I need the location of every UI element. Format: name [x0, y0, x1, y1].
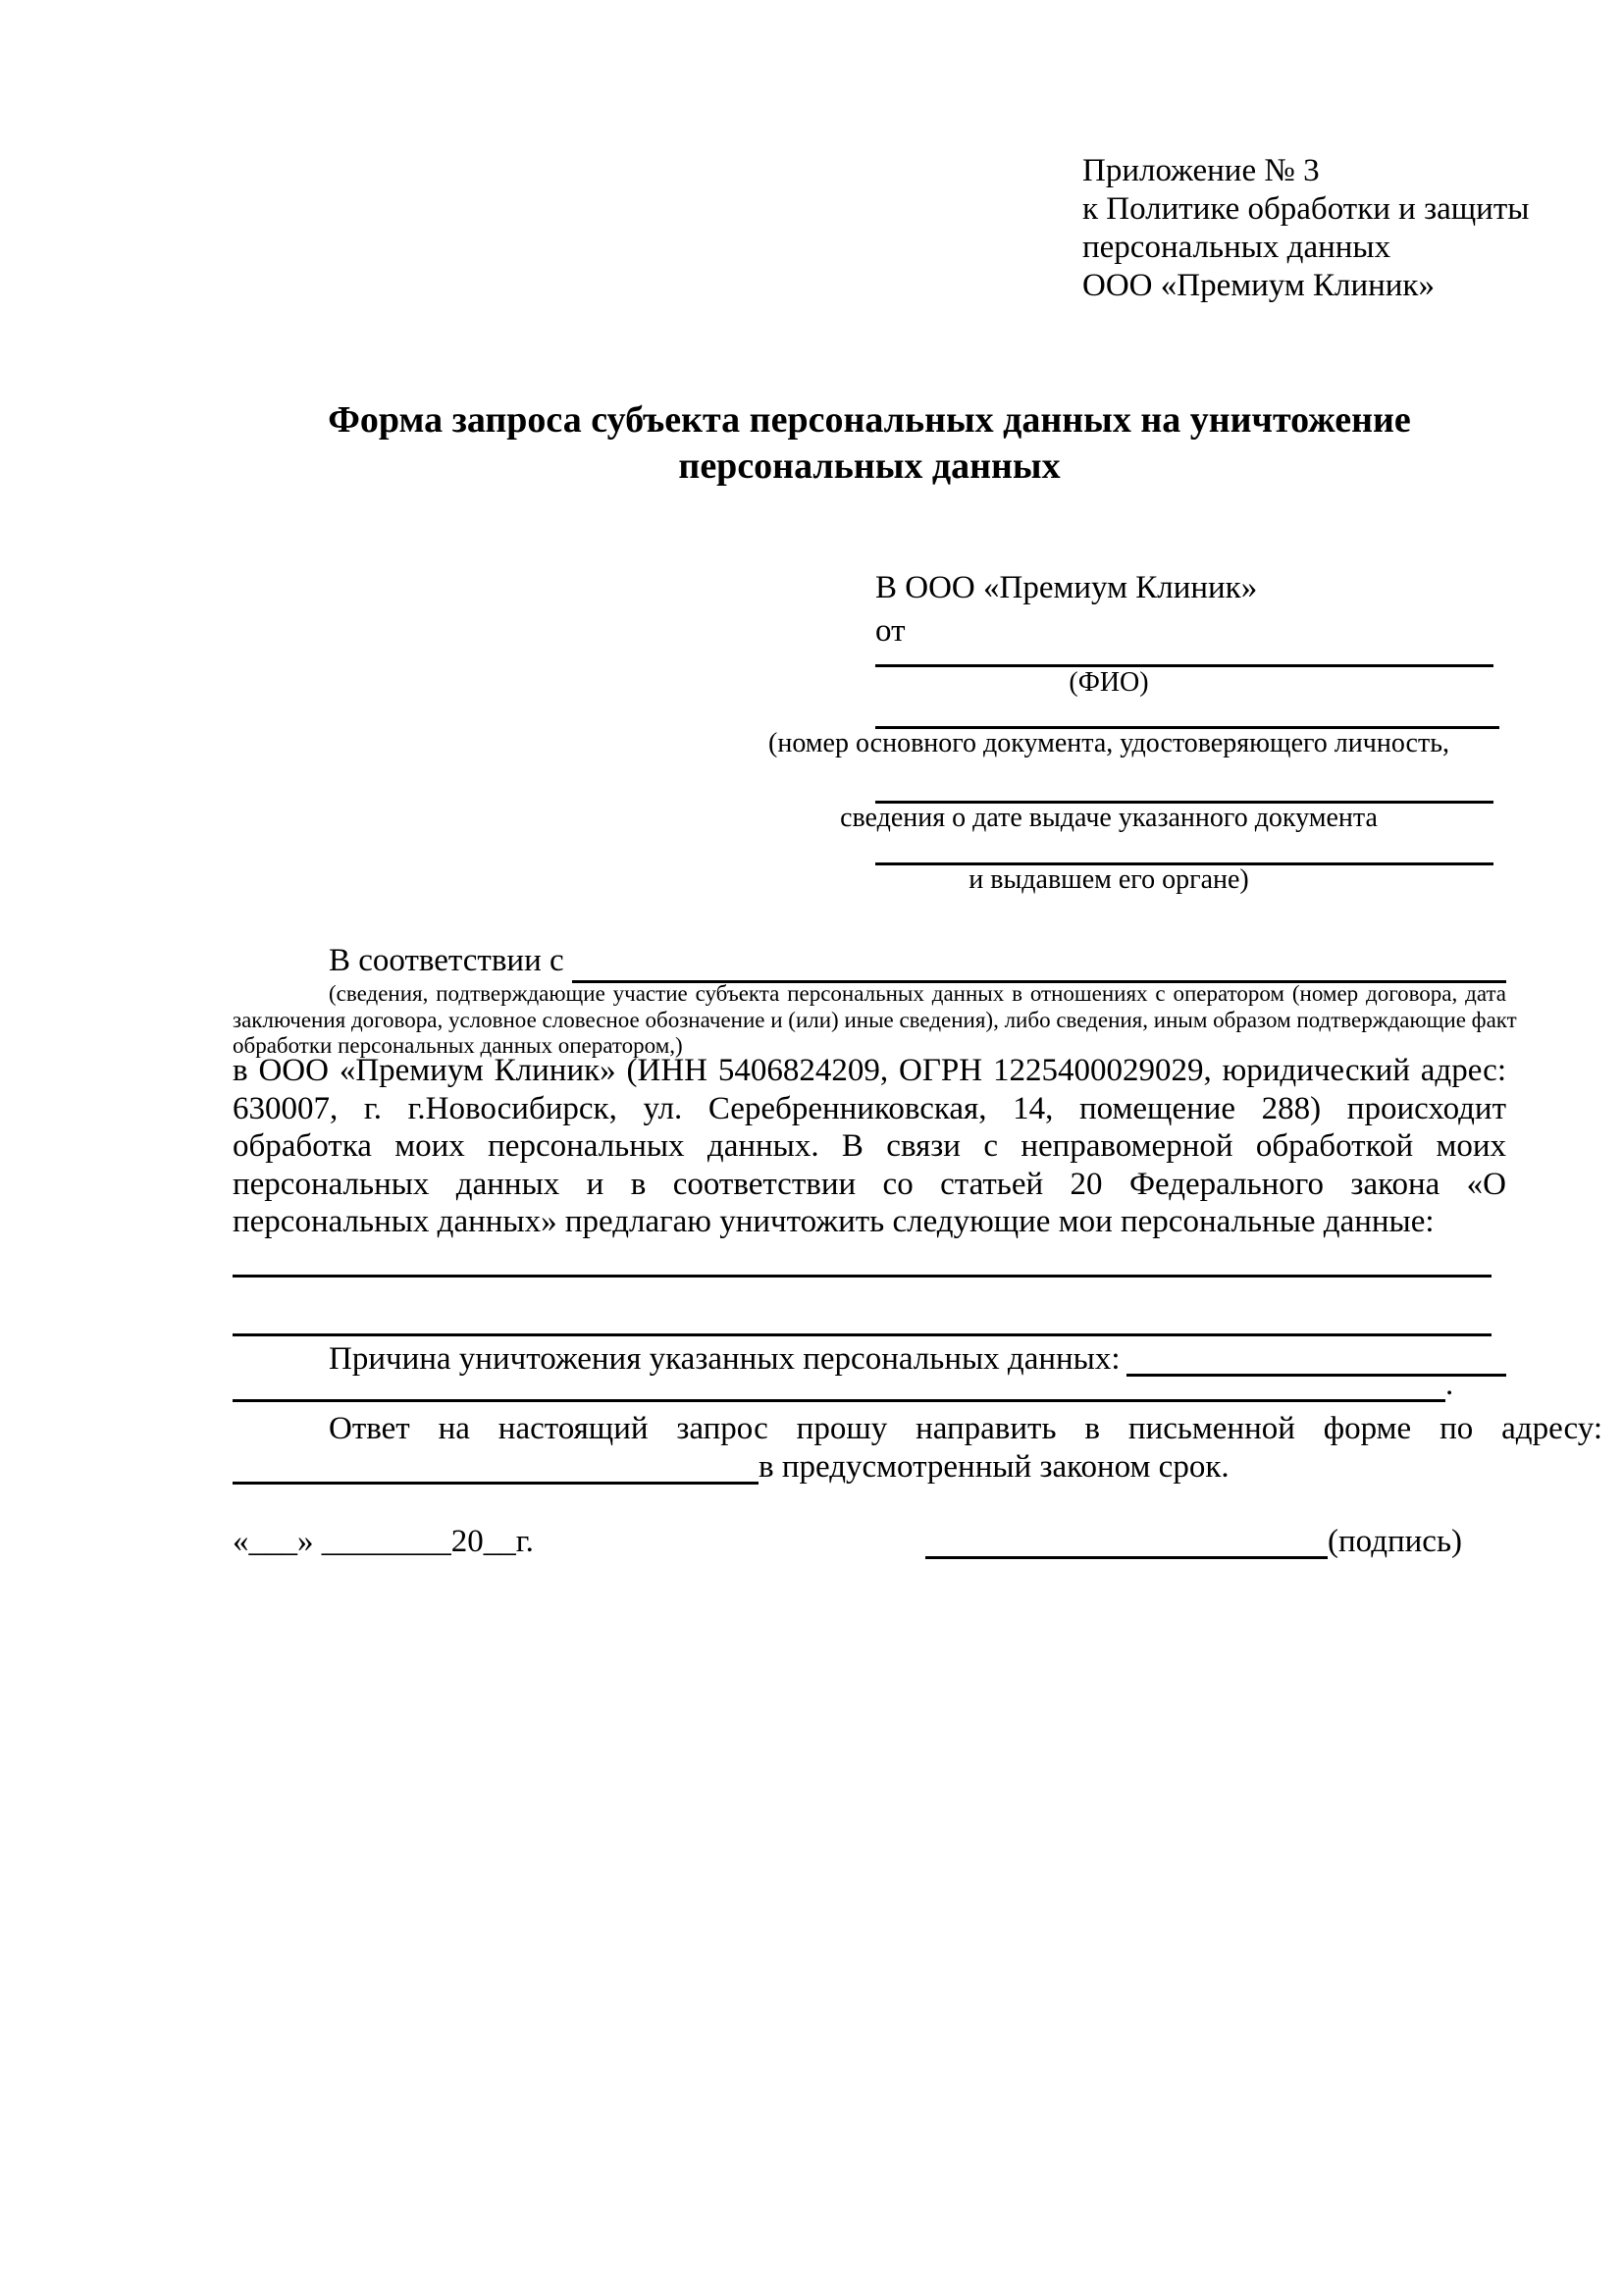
addressee-from: от — [875, 613, 906, 649]
personal-data-blank-line-2 — [233, 1304, 1492, 1336]
body-line: в ООО «Премиум Клиник» (ИНН 5406824209, ОГРН 1225400029029, юридический адрес: — [233, 1053, 1506, 1088]
fine-print — [233, 981, 1517, 1060]
date-signature-row — [233, 1523, 1462, 1561]
body-line: персональных данных» предлагаю уничтожить следующие мои персональные данные: — [233, 1204, 1435, 1240]
body-line: 630007, г. г.Новосибирск, ул. Серебренниковская, 14, помещение 288) происходит — [233, 1090, 1506, 1126]
caption-issuing-authority: и выдавшем его органе) — [969, 864, 1249, 895]
consent-row — [233, 942, 1506, 983]
appendix-line: персональных данных — [1082, 230, 1391, 265]
field-line-issuing-authority — [875, 833, 1493, 865]
personal-data-blank-line-1 — [233, 1245, 1492, 1278]
response-line-2-text: в предусмотренный законом срок. — [759, 1449, 1230, 1485]
fine-print-line: обработки персональных данных оператором,) — [233, 1033, 683, 1058]
response-address-blank — [233, 1448, 759, 1485]
field-line-fio — [875, 635, 1493, 667]
consent-lead: В соответствии с — [329, 943, 564, 978]
reason-continuation-row — [233, 1366, 1506, 1404]
field-line-issue-date — [875, 771, 1493, 804]
response-line-2 — [233, 1448, 1506, 1487]
reason-continuation-line — [233, 1366, 1445, 1402]
form-title-line-1: Форма запроса субъекта персональных данных на уничтожение — [328, 399, 1411, 441]
date-field: «___» ________20__г. — [233, 1524, 534, 1559]
fine-print-line: заключения договора, условное словесное обозначение и (или) иные сведения), либо сведения, иным образом подтверждающие факт — [233, 1007, 1517, 1032]
form-title-line-2: персональных данных — [678, 445, 1061, 487]
body-line: персональных данных и в соответствии со статьей 20 Федерального закона «О — [233, 1166, 1506, 1202]
response-line-1: Ответ на настоящий запрос прошу направить в письменной форме по адресу: — [329, 1411, 1602, 1446]
caption-fio: (ФИО) — [1069, 667, 1149, 698]
caption-document-number: (номер основного документа, удостоверяющего личность, — [768, 728, 1449, 758]
field-line-document-number — [875, 697, 1499, 729]
form-title — [233, 397, 1506, 490]
body-line: обработка моих персональных данных. В связи с неправомерной обработкой моих — [233, 1128, 1506, 1165]
appendix-line: к Политике обработки и защиты — [1082, 191, 1530, 227]
consent-fill-line — [572, 942, 1506, 983]
signature-line — [925, 1523, 1328, 1559]
body-paragraph — [233, 1052, 1506, 1241]
reason-label: Причина уничтожения указанных персональных данных: — [329, 1341, 1121, 1377]
signature-caption: (подпись) — [1328, 1524, 1462, 1559]
caption-issue-date: сведения о дате выдаче указанного документа — [840, 803, 1378, 833]
appendix-line: ООО «Премиум Клиник» — [1082, 268, 1435, 303]
reason-period: . — [1445, 1367, 1454, 1402]
addressee-to: В ООО «Премиум Клиник» — [875, 570, 1258, 605]
fine-print-line: (сведения, подтверждающие участие субъекта персональных данных в отношениях с оператором (номер договора, дата — [329, 981, 1506, 1006]
signature-group — [925, 1523, 1462, 1561]
appendix-line: Приложение № 3 — [1082, 153, 1320, 188]
appendix-header — [1082, 152, 1529, 305]
